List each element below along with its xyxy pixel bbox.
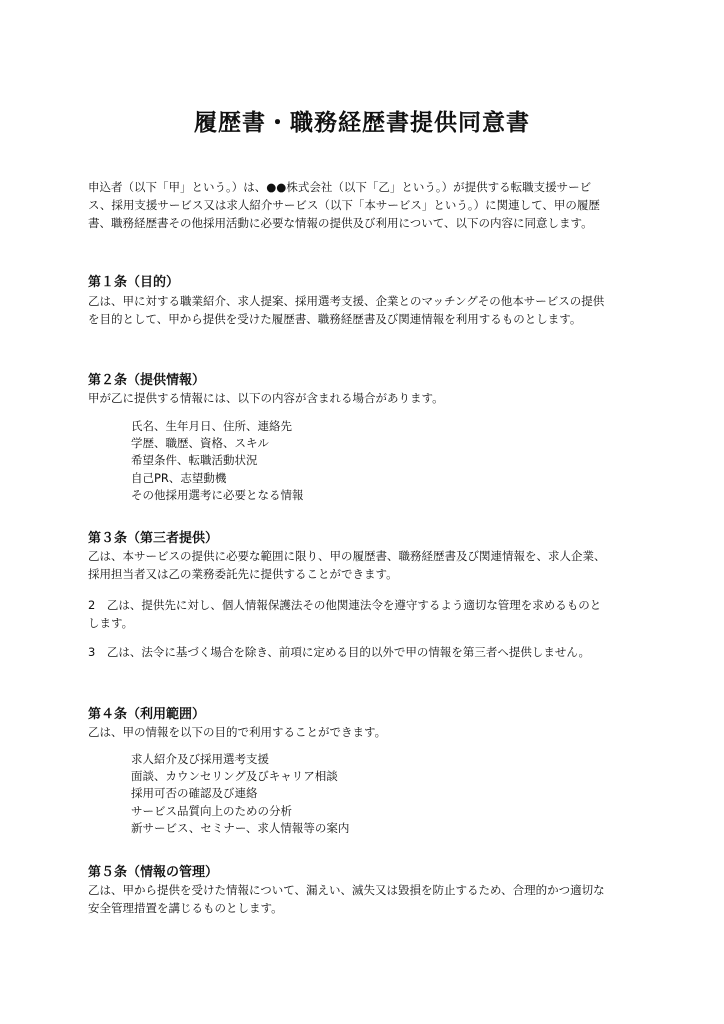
article-3-heading: 第３条（第三者提供） bbox=[88, 531, 219, 546]
list-item: 求人紹介及び採用選考支援 bbox=[131, 752, 269, 766]
article-2-list bbox=[131, 418, 304, 504]
list-item: 新サービス、セミナー、求人情報等の案内 bbox=[131, 820, 350, 835]
list-item: サービス品質向上のための分析 bbox=[131, 803, 292, 818]
list-item: 自己PR、志望動機 bbox=[131, 470, 227, 485]
article-3-clause-2: 2 乙は、提供先に対し、個人情報保護法その他関連法令を遵守するよう適切な管理を求めるものと します。 bbox=[88, 598, 602, 630]
article-2-body: 甲が乙に提供する情報には、以下の内容が含まれる場合があります。 bbox=[88, 391, 444, 405]
intro-paragraph: 申込者（以下「甲」という。）は、●●株式会社（以下「乙」という。）が提供する転職支援サービ ス、採用支援サービス又は求人紹介サービス（以下「本サービス」という。）に関連して、甲の履歴 書、職務経歴書その他採用活動に必要な情報の提供及び利用について、以下の内容に同意します。 bbox=[88, 180, 600, 230]
list-item: 面談、カウンセリング及びキャリア相談 bbox=[131, 769, 338, 784]
article-5-heading: 第５条（情報の管理） bbox=[88, 865, 219, 880]
list-item: 希望条件、転職活動状況 bbox=[131, 453, 258, 468]
article-2-heading: 第２条（提供情報） bbox=[88, 373, 206, 388]
article-1-heading: 第１条（目的） bbox=[88, 275, 180, 290]
article-1-body: 乙は、甲に対する職業紹介、求人提案、採用選考支援、企業とのマッチングその他本サービスの提供 を目的として、甲から提供を受けた履歴書、職務経歴書及び関連情報を利用するものとします。 bbox=[88, 294, 605, 326]
article-5-body: 乙は、甲から提供を受けた情報について、漏えい、滅失又は毀損を防止するため、合理的かつ適切な 安全管理措置を講じるものとします。 bbox=[88, 883, 605, 915]
article-3-clause-3: 3 乙は、法令に基づく場合を除き、前項に定める目的以外で甲の情報を第三者へ提供しません。 bbox=[88, 645, 591, 659]
article-4-body: 乙は、甲の情報を以下の目的で利用することができます。 bbox=[88, 725, 387, 739]
article-3-body: 乙は、本サービスの提供に必要な範囲に限り、甲の履歴書、職務経歴書及び関連情報を、求人企業、 採用担当者又は乙の業務委託先に提供することができます。 bbox=[88, 549, 606, 581]
article-4-heading: 第４条（利用範囲） bbox=[88, 707, 206, 722]
list-item: 学歴、職歴、資格、スキル bbox=[131, 436, 269, 451]
list-item: 氏名、生年月日、住所、連絡先 bbox=[131, 419, 292, 433]
article-4-list bbox=[131, 751, 349, 837]
list-item: 採用可否の確認及び連絡 bbox=[131, 786, 258, 801]
list-item: その他採用選考に必要となる情報 bbox=[131, 487, 304, 502]
document-title: 履歴書・職務経歴書提供同意書 bbox=[194, 110, 530, 136]
